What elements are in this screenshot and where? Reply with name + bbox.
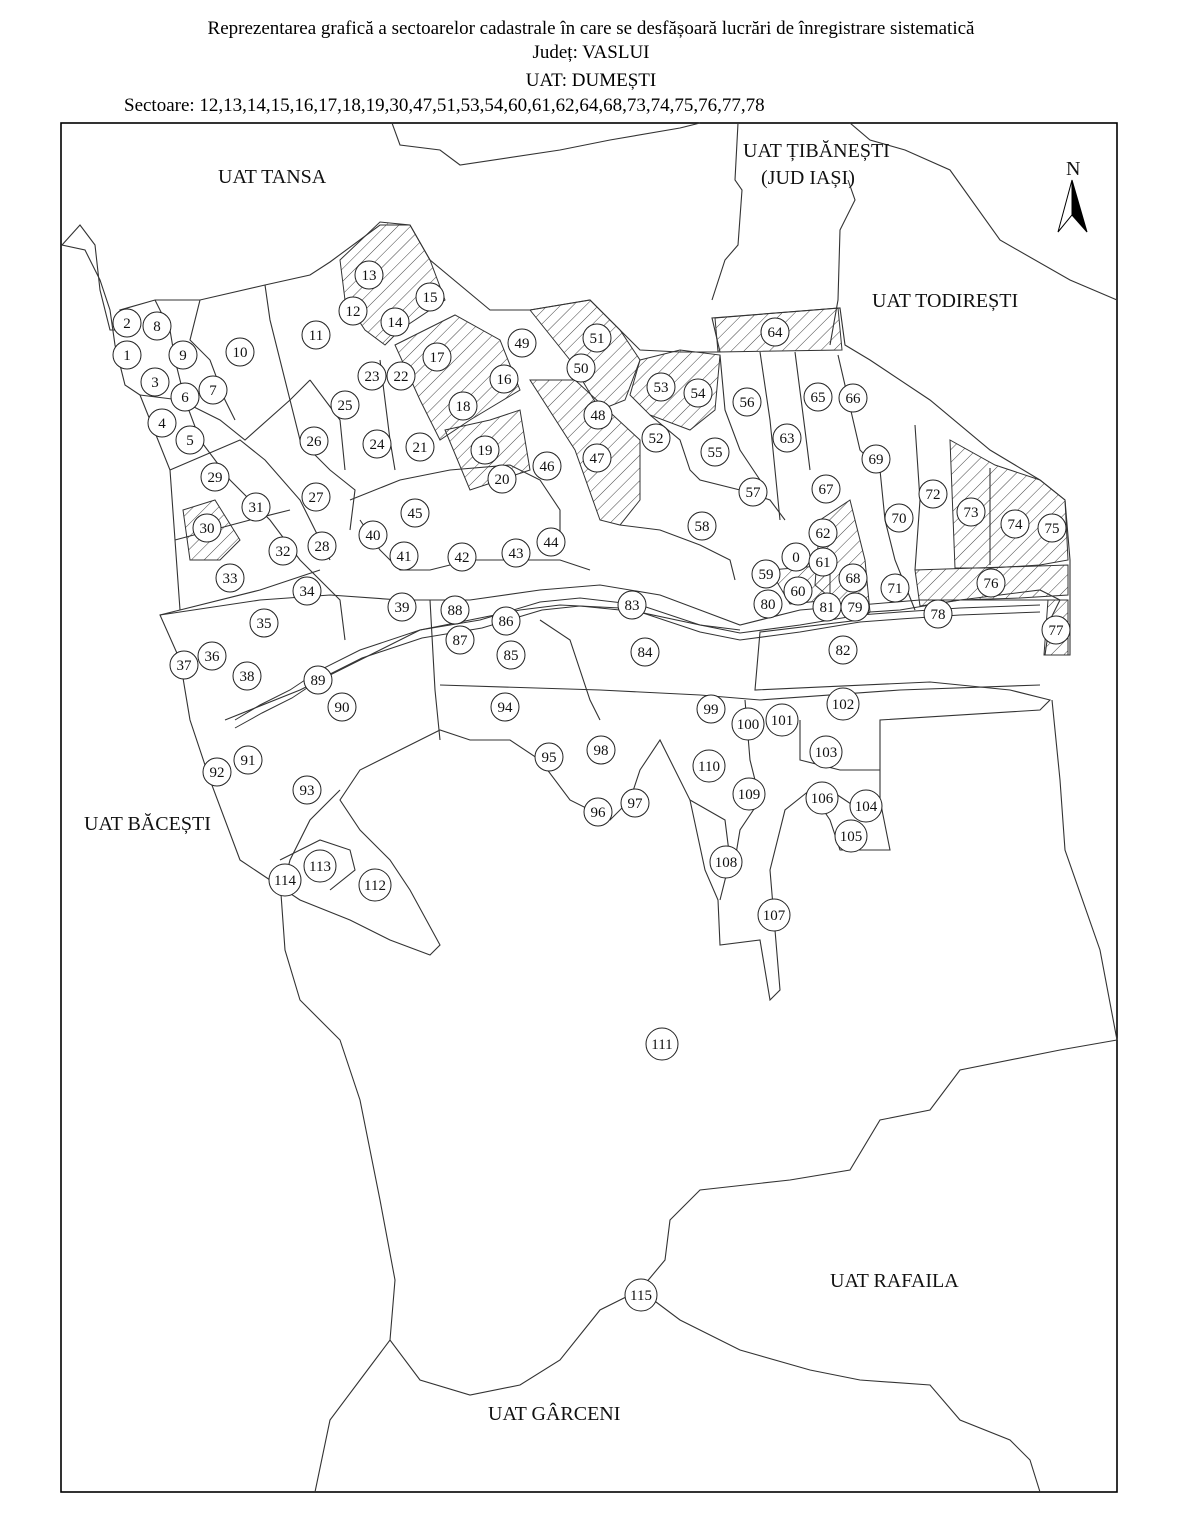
sector-number: 2 bbox=[123, 316, 131, 332]
sector-17[interactable] bbox=[423, 343, 451, 371]
sector-28[interactable] bbox=[308, 532, 336, 560]
sector-36[interactable] bbox=[198, 642, 226, 670]
sector-number: 82 bbox=[835, 643, 851, 659]
sector-41[interactable] bbox=[390, 542, 418, 570]
sector-68[interactable] bbox=[839, 564, 867, 592]
sector-35[interactable] bbox=[250, 609, 278, 637]
sector-number: 76 bbox=[983, 576, 999, 592]
sector-number: 1 bbox=[123, 348, 131, 364]
sector-10[interactable] bbox=[226, 338, 254, 366]
sector-114[interactable] bbox=[269, 864, 301, 896]
sector-markers bbox=[113, 261, 1070, 1311]
sector-49[interactable] bbox=[508, 329, 536, 357]
sector-98[interactable] bbox=[587, 736, 615, 764]
sectors-list: Sectoare: 12,13,14,15,16,17,18,19,30,47,51,53,54,60,61,62,64,68,73,74,75,76,77,78 bbox=[124, 95, 765, 116]
sector-100[interactable] bbox=[732, 708, 764, 740]
sector-19[interactable] bbox=[471, 436, 499, 464]
sector-91[interactable] bbox=[234, 746, 262, 774]
sector-115[interactable] bbox=[625, 1279, 657, 1311]
sector-number: 110 bbox=[698, 759, 720, 775]
sector-56[interactable] bbox=[733, 388, 761, 416]
sector-number: 92 bbox=[209, 765, 225, 781]
sector-20[interactable] bbox=[488, 465, 516, 493]
sector-64[interactable] bbox=[761, 318, 789, 346]
sector-number: 11 bbox=[308, 328, 324, 344]
sector-number: 64 bbox=[767, 325, 783, 341]
sector-number: 85 bbox=[503, 648, 519, 664]
sector-number: 67 bbox=[818, 482, 834, 498]
sector-26[interactable] bbox=[300, 427, 328, 455]
sector-number: 49 bbox=[514, 336, 530, 352]
sector-number: 81 bbox=[819, 600, 835, 616]
sector-number: 70 bbox=[891, 511, 907, 527]
sector-0[interactable] bbox=[782, 543, 810, 571]
sector-number: 80 bbox=[760, 597, 776, 613]
sector-108[interactable] bbox=[710, 846, 742, 878]
sector-39[interactable] bbox=[388, 593, 416, 621]
sector-number: 111 bbox=[651, 1037, 673, 1053]
svg-text:N: N bbox=[1066, 158, 1081, 180]
sector-number: 65 bbox=[810, 390, 826, 406]
county-label: Județ: VASLUI bbox=[532, 42, 650, 63]
sector-22[interactable] bbox=[387, 362, 415, 390]
sector-71[interactable] bbox=[881, 574, 909, 602]
sector-7[interactable] bbox=[199, 376, 227, 404]
sector-number: 23 bbox=[364, 369, 380, 385]
sector-103[interactable] bbox=[810, 736, 842, 768]
label-uat-todiresti: UAT TODIREȘTI bbox=[872, 290, 1019, 312]
sector-number: 71 bbox=[887, 581, 903, 597]
sector-number: 66 bbox=[845, 391, 861, 407]
sector-83[interactable] bbox=[618, 591, 646, 619]
sector-15[interactable] bbox=[416, 283, 444, 311]
sector-number: 13 bbox=[361, 268, 377, 284]
sector-86[interactable] bbox=[492, 607, 520, 635]
sector-number: 26 bbox=[306, 434, 322, 450]
sector-65[interactable] bbox=[804, 383, 832, 411]
sector-number: 50 bbox=[573, 361, 589, 377]
sector-96[interactable] bbox=[584, 798, 612, 826]
sector-number: 60 bbox=[790, 584, 806, 600]
sector-70[interactable] bbox=[885, 504, 913, 532]
sector-78[interactable] bbox=[924, 600, 952, 628]
sector-number: 105 bbox=[839, 829, 863, 845]
sector-54[interactable] bbox=[684, 379, 712, 407]
sector-25[interactable] bbox=[331, 391, 359, 419]
sector-87[interactable] bbox=[446, 626, 474, 654]
sector-38[interactable] bbox=[233, 662, 261, 690]
sector-number: 51 bbox=[589, 331, 605, 347]
sector-number: 42 bbox=[454, 550, 470, 566]
sector-55[interactable] bbox=[701, 438, 729, 466]
sector-number: 112 bbox=[364, 878, 386, 894]
sector-23[interactable] bbox=[358, 362, 386, 390]
sector-18[interactable] bbox=[449, 392, 477, 420]
sector-59[interactable] bbox=[752, 560, 780, 588]
sector-number: 19 bbox=[477, 443, 493, 459]
sector-number: 78 bbox=[930, 607, 946, 623]
sector-number: 68 bbox=[845, 571, 861, 587]
label-uat-tansa: UAT TANSA bbox=[218, 166, 327, 188]
sector-52[interactable] bbox=[642, 424, 670, 452]
sector-72[interactable] bbox=[919, 480, 947, 508]
sector-number: 32 bbox=[275, 544, 291, 560]
sector-51[interactable] bbox=[583, 324, 611, 352]
sector-57[interactable] bbox=[739, 478, 767, 506]
sector-89[interactable] bbox=[304, 666, 332, 694]
sector-number: 79 bbox=[847, 600, 863, 616]
sector-48[interactable] bbox=[584, 401, 612, 429]
sector-84[interactable] bbox=[631, 638, 659, 666]
sector-107[interactable] bbox=[758, 899, 790, 931]
sector-95[interactable] bbox=[535, 743, 563, 771]
sector-94[interactable] bbox=[491, 693, 519, 721]
north-arrow-icon bbox=[1058, 158, 1087, 232]
sector-number: 98 bbox=[593, 743, 609, 759]
sector-number: 46 bbox=[539, 459, 555, 475]
sector-106[interactable] bbox=[806, 782, 838, 814]
sector-82[interactable] bbox=[829, 636, 857, 664]
sector-60[interactable] bbox=[784, 577, 812, 605]
sector-number: 6 bbox=[181, 390, 189, 406]
sector-number: 39 bbox=[394, 600, 410, 616]
sector-77[interactable] bbox=[1042, 616, 1070, 644]
sector-81[interactable] bbox=[813, 593, 841, 621]
sector-number: 77 bbox=[1048, 623, 1064, 639]
sector-number: 93 bbox=[299, 783, 315, 799]
sector-number: 25 bbox=[337, 398, 353, 414]
sector-67[interactable] bbox=[812, 475, 840, 503]
sector-number: 45 bbox=[407, 506, 423, 522]
sector-8[interactable] bbox=[143, 312, 171, 340]
sector-number: 69 bbox=[868, 452, 884, 468]
sector-number: 96 bbox=[590, 805, 606, 821]
sector-number: 114 bbox=[274, 873, 296, 889]
label-uat-rafaila: UAT RAFAILA bbox=[830, 1270, 959, 1292]
sector-number: 48 bbox=[590, 408, 606, 424]
sector-number: 40 bbox=[365, 528, 381, 544]
sector-4[interactable] bbox=[148, 409, 176, 437]
sector-number: 22 bbox=[393, 369, 409, 385]
sector-number: 61 bbox=[815, 555, 831, 571]
sector-92[interactable] bbox=[203, 758, 231, 786]
sector-number: 55 bbox=[707, 445, 723, 461]
sector-79[interactable] bbox=[841, 593, 869, 621]
sector-number: 36 bbox=[204, 649, 220, 665]
sector-97[interactable] bbox=[621, 789, 649, 817]
sector-62[interactable] bbox=[809, 519, 837, 547]
sector-66[interactable] bbox=[839, 384, 867, 412]
sector-number: 100 bbox=[736, 717, 760, 733]
map-title: Reprezentarea grafică a sectoarelor cadastrale în care se desfășoară lucrări de înregistrare sistematică bbox=[207, 18, 975, 39]
sector-number: 38 bbox=[239, 669, 255, 685]
sector-number: 101 bbox=[770, 713, 794, 729]
sector-112[interactable] bbox=[359, 869, 391, 901]
sector-number: 113 bbox=[309, 859, 331, 875]
sector-number: 54 bbox=[690, 386, 706, 402]
sector-47[interactable] bbox=[583, 444, 611, 472]
sector-number: 75 bbox=[1044, 521, 1060, 537]
sector-63[interactable] bbox=[773, 424, 801, 452]
sector-111[interactable] bbox=[646, 1028, 678, 1060]
sector-number: 5 bbox=[186, 433, 194, 449]
sector-number: 57 bbox=[745, 485, 761, 501]
sector-109[interactable] bbox=[733, 778, 765, 810]
sector-number: 63 bbox=[779, 431, 795, 447]
sector-30[interactable] bbox=[193, 514, 221, 542]
sector-46[interactable] bbox=[533, 452, 561, 480]
sector-43[interactable] bbox=[502, 539, 530, 567]
sector-number: 94 bbox=[497, 700, 513, 716]
sector-11[interactable] bbox=[302, 321, 330, 349]
sector-number: 109 bbox=[737, 787, 761, 803]
sector-21[interactable] bbox=[406, 433, 434, 461]
sector-93[interactable] bbox=[293, 776, 321, 804]
sector-61[interactable] bbox=[809, 548, 837, 576]
sector-number: 10 bbox=[232, 345, 248, 361]
sector-number: 33 bbox=[222, 571, 238, 587]
sector-number: 102 bbox=[831, 697, 855, 713]
sector-number: 47 bbox=[589, 451, 605, 467]
label-uat-garceni: UAT GÂRCENI bbox=[488, 1403, 621, 1425]
sector-88[interactable] bbox=[441, 596, 469, 624]
sector-104[interactable] bbox=[850, 790, 882, 822]
sector-number: 15 bbox=[422, 290, 438, 306]
sector-number: 83 bbox=[624, 598, 640, 614]
sector-number: 43 bbox=[508, 546, 524, 562]
sector-34[interactable] bbox=[293, 577, 321, 605]
sector-number: 58 bbox=[694, 519, 710, 535]
sector-number: 73 bbox=[963, 505, 979, 521]
sector-number: 88 bbox=[447, 603, 463, 619]
sector-90[interactable] bbox=[328, 693, 356, 721]
sector-85[interactable] bbox=[497, 641, 525, 669]
sector-75[interactable] bbox=[1038, 514, 1066, 542]
sector-number: 52 bbox=[648, 431, 664, 447]
sector-number: 35 bbox=[256, 616, 272, 632]
sector-number: 107 bbox=[762, 908, 786, 924]
sector-53[interactable] bbox=[647, 373, 675, 401]
sector-number: 104 bbox=[854, 799, 878, 815]
sector-2[interactable] bbox=[113, 309, 141, 337]
label-uat-bacesti: UAT BĂCEȘTI bbox=[84, 813, 211, 835]
sector-105[interactable] bbox=[835, 820, 867, 852]
sector-80[interactable] bbox=[754, 590, 782, 618]
sector-33[interactable] bbox=[216, 564, 244, 592]
sector-number: 99 bbox=[703, 702, 719, 718]
sector-number: 97 bbox=[627, 796, 643, 812]
sector-14[interactable] bbox=[381, 308, 409, 336]
sector-number: 0 bbox=[792, 550, 800, 566]
sector-44[interactable] bbox=[537, 528, 565, 556]
sector-16[interactable] bbox=[490, 365, 518, 393]
label-uat-tibanesti-county: (JUD IAȘI) bbox=[761, 167, 855, 189]
sector-101[interactable] bbox=[766, 704, 798, 736]
sector-number: 20 bbox=[494, 472, 510, 488]
sector-number: 44 bbox=[543, 535, 559, 551]
sector-number: 84 bbox=[637, 645, 653, 661]
sector-number: 30 bbox=[199, 521, 215, 537]
sector-number: 86 bbox=[498, 614, 514, 630]
sector-number: 12 bbox=[345, 304, 361, 320]
sector-1[interactable] bbox=[113, 341, 141, 369]
sector-number: 91 bbox=[240, 753, 256, 769]
sector-number: 108 bbox=[714, 855, 738, 871]
sector-number: 53 bbox=[653, 380, 669, 396]
sector-number: 7 bbox=[209, 383, 217, 399]
label-uat-tibanesti: UAT ȚIBĂNEȘTI bbox=[743, 140, 890, 162]
sector-number: 62 bbox=[815, 526, 831, 542]
sector-number: 21 bbox=[412, 440, 428, 456]
sector-number: 3 bbox=[151, 375, 159, 391]
sector-102[interactable] bbox=[827, 688, 859, 720]
sector-58[interactable] bbox=[688, 512, 716, 540]
sector-number: 17 bbox=[429, 350, 445, 366]
sector-27[interactable] bbox=[302, 483, 330, 511]
sector-45[interactable] bbox=[401, 499, 429, 527]
sector-69[interactable] bbox=[862, 445, 890, 473]
sector-number: 74 bbox=[1007, 517, 1023, 533]
sector-number: 37 bbox=[176, 658, 192, 674]
sector-number: 115 bbox=[630, 1288, 652, 1304]
sector-73[interactable] bbox=[957, 498, 985, 526]
sector-37[interactable] bbox=[170, 651, 198, 679]
sector-number: 56 bbox=[739, 395, 755, 411]
sector-number: 72 bbox=[925, 487, 941, 503]
uat-label: UAT: DUMEȘTI bbox=[525, 70, 657, 91]
sector-number: 28 bbox=[314, 539, 330, 555]
sector-number: 18 bbox=[455, 399, 471, 415]
sector-13[interactable] bbox=[355, 261, 383, 289]
sector-number: 14 bbox=[387, 315, 403, 331]
sector-110[interactable] bbox=[693, 750, 725, 782]
sector-number: 103 bbox=[814, 745, 838, 761]
sector-number: 106 bbox=[810, 791, 834, 807]
sector-32[interactable] bbox=[269, 537, 297, 565]
sector-number: 87 bbox=[452, 633, 468, 649]
sector-number: 90 bbox=[334, 700, 350, 716]
sector-24[interactable] bbox=[363, 430, 391, 458]
sector-9[interactable] bbox=[169, 341, 197, 369]
sector-number: 4 bbox=[158, 416, 166, 432]
sector-number: 31 bbox=[248, 500, 264, 516]
sector-number: 95 bbox=[541, 750, 557, 766]
sector-number: 59 bbox=[758, 567, 774, 583]
sector-number: 9 bbox=[179, 348, 187, 364]
sector-5[interactable] bbox=[176, 426, 204, 454]
sector-number: 27 bbox=[308, 490, 324, 506]
sector-99[interactable] bbox=[697, 695, 725, 723]
sector-number: 16 bbox=[496, 372, 512, 388]
sector-76[interactable] bbox=[977, 569, 1005, 597]
sector-31[interactable] bbox=[242, 493, 270, 521]
sector-number: 41 bbox=[396, 549, 412, 565]
sector-number: 8 bbox=[153, 319, 161, 335]
sector-74[interactable] bbox=[1001, 510, 1029, 538]
sector-42[interactable] bbox=[448, 543, 476, 571]
sector-number: 24 bbox=[369, 437, 385, 453]
sector-12[interactable] bbox=[339, 297, 367, 325]
sector-6[interactable] bbox=[171, 383, 199, 411]
sector-number: 34 bbox=[299, 584, 315, 600]
sector-40[interactable] bbox=[359, 521, 387, 549]
sector-number: 29 bbox=[207, 470, 223, 486]
sector-number: 89 bbox=[310, 673, 326, 689]
sector-50[interactable] bbox=[567, 354, 595, 382]
sector-113[interactable] bbox=[304, 850, 336, 882]
sector-3[interactable] bbox=[141, 368, 169, 396]
sector-29[interactable] bbox=[201, 463, 229, 491]
